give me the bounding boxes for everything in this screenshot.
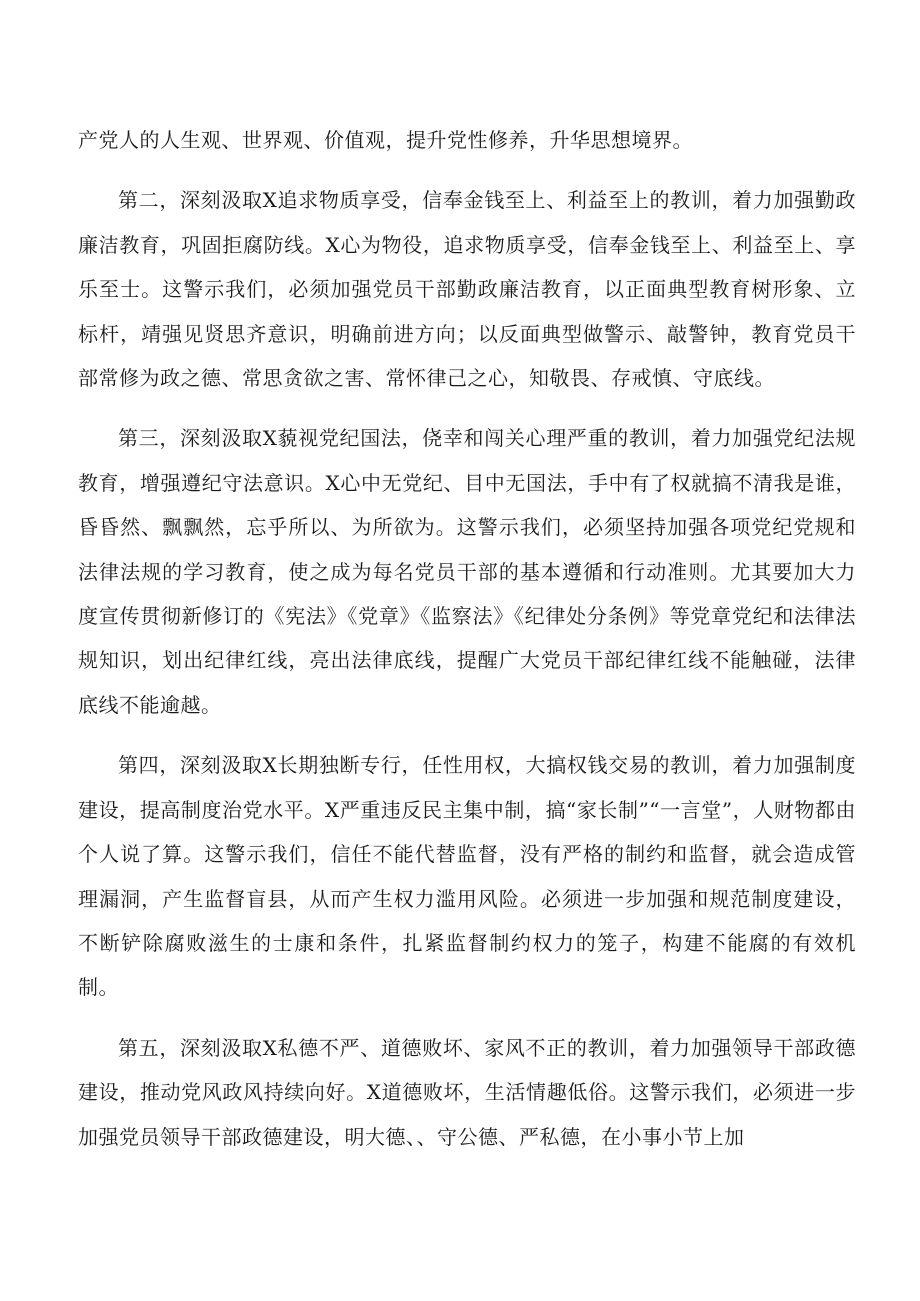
paragraph-second-lesson: 第二，深刻汲取X追求物质享受，信奉金钱至上、利益至上的教训，着力加强勤政廉洁教育，巩固拒腐防线。X心为物役，追求物质享受，信奉金钱至上、利益至上、享乐至士。这警示我们，必须加强党员干部勤政廉洁教育，以正面典型教育树形象、立标杆，靖强见贤思齐意识，明确前进方向；以反面典型做警示、敲警钟，教育党员干部常修为政之德、常思贪欲之害、常怀律己之心，知敬畏、存戒慎、守底线。 <box>78 188 856 391</box>
paragraph-third-lesson: 第三，深刻汲取X藐视党纪国法，侥幸和闯关心理严重的教训，着力加强党纪法规教育，增强遵纪守法意识。X心中无党纪、目中无国法，手中有了权就搞不清我是谁，昏昏然、飘飘然，忘乎所以、为所欲为。这警示我们，必须坚持加强各项党纪党规和法律法规的学习教育，使之成为每名党员干部的基本遵循和行动准则。尤其要加大力度宣传贯彻新修订的《宪法》《党章》《监察法》《纪律处分条例》等党章党纪和法律法规知识，划出纪律红线，亮出法律底线，提醒广大党员干部纪律红线不能触碰，法律底线不能逾越。 <box>78 426 856 717</box>
paragraph-continuation: 产党人的人生观、世界观、价值观，提升党性修养，升华思想境界。 <box>78 128 693 152</box>
paragraph-fourth-lesson: 第四，深刻汲取X长期独断专行，任性用权，大搞权钱交易的教训，着力加强制度建设，提高制度治党水平。X严重违反民主集中制，搞“家长制”“一言堂”，人财物都由个人说了算。这警示我们，信任不能代替监督，没有严格的制约和监督，就会造成管理漏洞，产生监督盲县，从而产生权力滥用风险。必须进一步加强和规范制度建设，不断铲除腐败滋生的士康和条件，扎紧监督制约权力的笼子，构建不能腐的有效机制。 <box>78 753 856 1000</box>
paragraph-fifth-lesson: 第五，深刻汲取X私德不严、道德败坏、家风不正的教训，着力加强领导干部政德建设，推动党风政风持续向好。X道德败坏，生活情趣低俗。这警示我们，必须进一步加强党员领导干部政德建设，明大德、、守公德、严私德，在小事小节上加 <box>78 1035 856 1149</box>
